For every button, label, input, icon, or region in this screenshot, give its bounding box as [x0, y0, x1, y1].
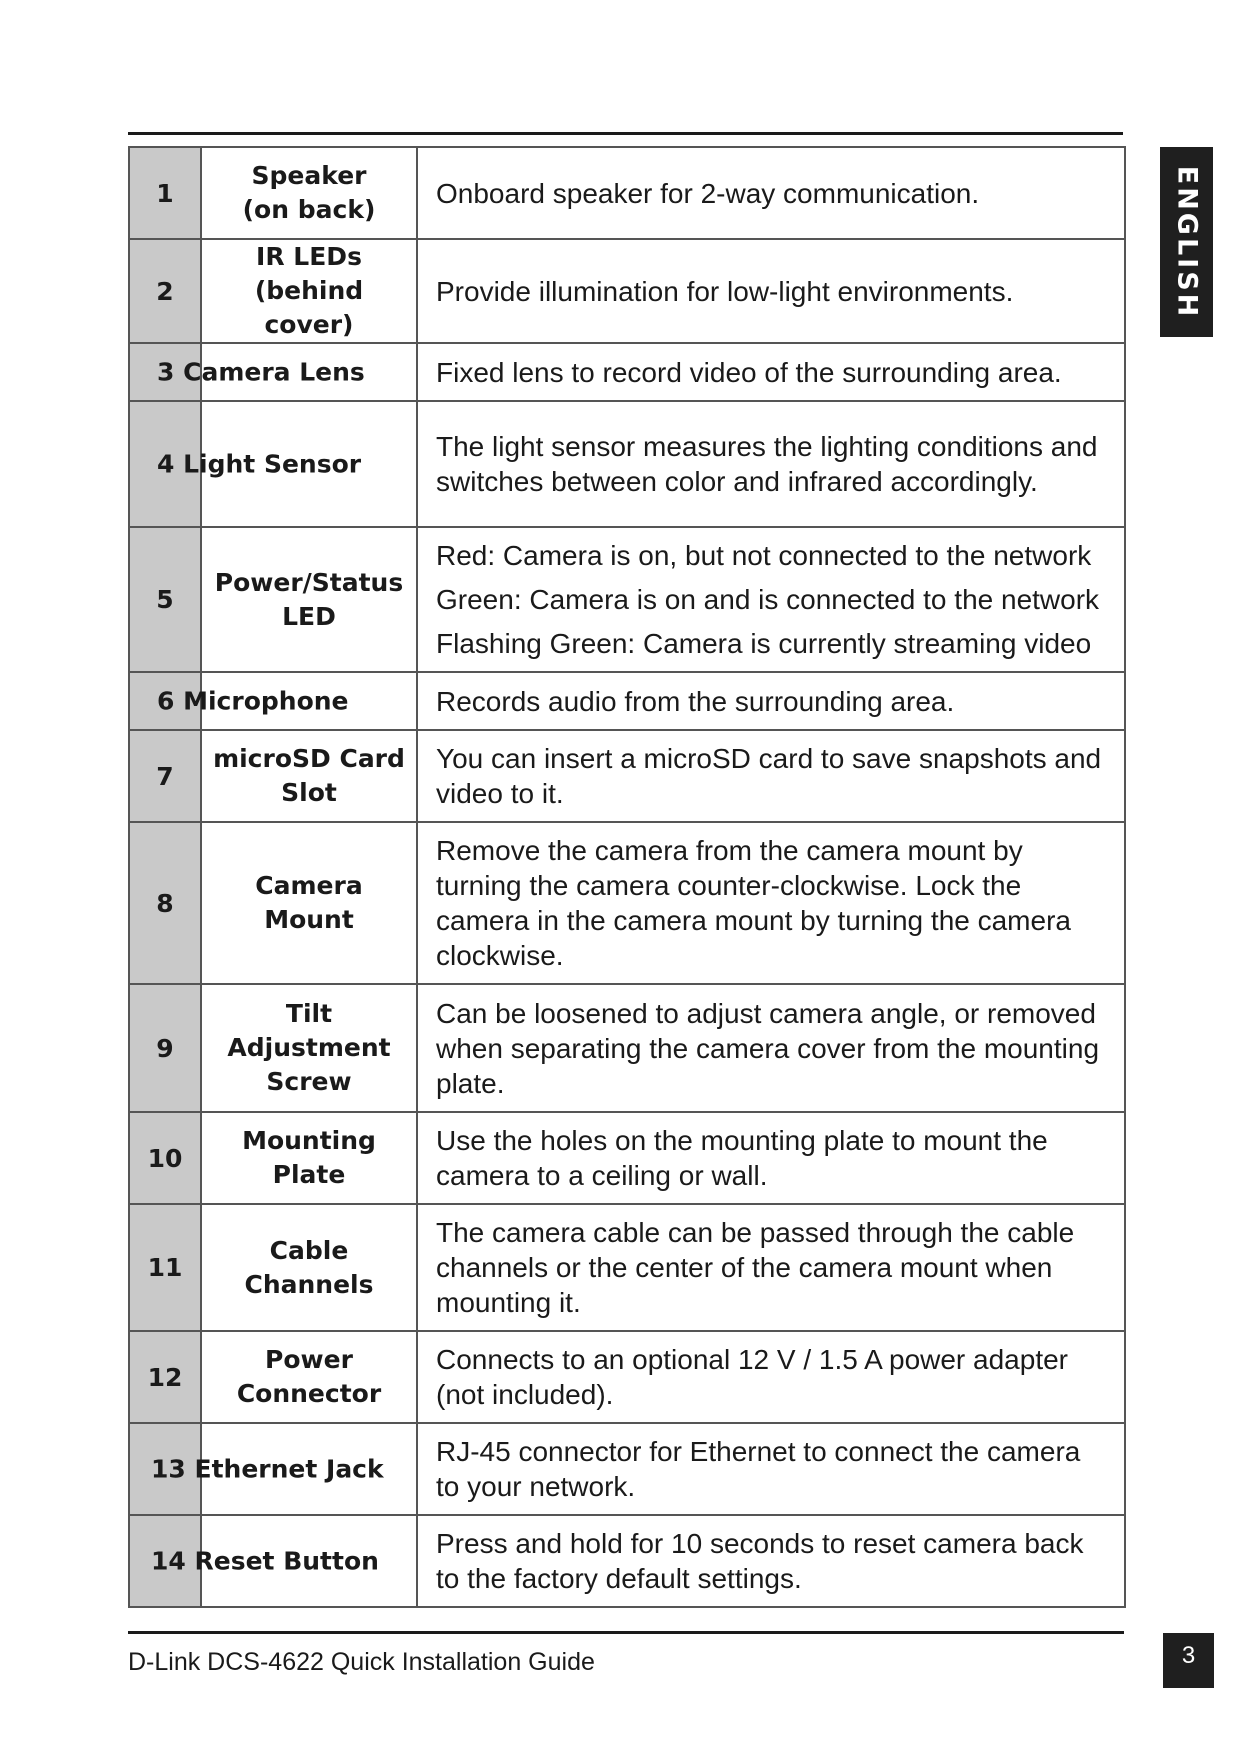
- row-number: 10: [129, 1112, 201, 1204]
- part-description: [417, 1515, 1125, 1607]
- part-name-line: Power: [265, 1345, 353, 1374]
- part-name-line: (on back): [242, 195, 376, 224]
- part-name-line: (behind cover): [254, 276, 364, 339]
- row-number-cell: [129, 1423, 384, 1515]
- row-number: 5: [129, 527, 201, 672]
- row-number: 9: [129, 984, 201, 1112]
- part-name-line: Mounting: [242, 1126, 376, 1155]
- part-name: [201, 239, 417, 343]
- table-row: [129, 984, 1125, 1112]
- part-name: [201, 984, 417, 1112]
- part-label: 6 Microphone: [157, 686, 349, 716]
- row-number: 2: [129, 239, 201, 343]
- part-name-line: microSD Card: [213, 744, 405, 773]
- row-number: 11: [129, 1204, 201, 1331]
- bottom-rule: [128, 1631, 1124, 1634]
- part-name-line: Cable: [269, 1235, 349, 1265]
- table-row: [129, 1331, 1125, 1423]
- part-name-line: Plate: [272, 1160, 346, 1189]
- part-label: 4 Light Sensor: [157, 449, 362, 479]
- description-text: Green: Camera is on and is connected to the network: [436, 584, 1100, 615]
- part-name-line: Screw: [266, 1067, 352, 1096]
- part-name-line: Mount: [264, 905, 354, 934]
- description-text: Flashing Green: Camera is currently streaming video: [436, 628, 1092, 659]
- table-row: [129, 527, 1125, 672]
- part-description: [417, 1204, 1125, 1331]
- row-number-cell: [129, 1515, 379, 1607]
- row-number: 12: [129, 1331, 201, 1423]
- table-row: [129, 147, 1125, 239]
- part-description: [417, 1423, 1125, 1515]
- table-row: [129, 343, 1125, 401]
- part-name: [201, 1331, 417, 1423]
- row-number-cell: [129, 672, 349, 730]
- row-number: 8: [129, 822, 201, 984]
- description-text: Records audio from the surrounding area.: [436, 685, 955, 717]
- top-rule: [128, 132, 1123, 135]
- row-number-cell: [129, 343, 365, 401]
- part-name-line: IR LEDs: [256, 242, 362, 271]
- table-row: [129, 1112, 1125, 1204]
- description-text: Connects to an optional 12 V / 1.5 A power adapter (not included).: [436, 1344, 1068, 1410]
- part-name-line: Slot: [281, 778, 337, 807]
- description-text: Press and hold for 10 seconds to reset camera back to the factory default settings.: [436, 1528, 1084, 1594]
- part-description: [417, 527, 1125, 672]
- part-name: [201, 527, 417, 672]
- table-row: [129, 401, 1125, 527]
- part-description: [417, 984, 1125, 1112]
- language-tab-label: ENGLISH: [1171, 165, 1202, 319]
- parts-table: [128, 146, 1126, 1608]
- description-text: RJ-45 connector for Ethernet to connect the camera to your network.: [436, 1436, 1081, 1502]
- description-text: Can be loosened to adjust camera angle, or removed when separating the camera cover from the mounting plate.: [436, 997, 1100, 1099]
- part-name: [201, 822, 417, 984]
- part-description: [417, 343, 1125, 401]
- description-text: The light sensor measures the lighting conditions and switches between color and infrared accordingly.: [436, 431, 1098, 497]
- table-row: [129, 1204, 1125, 1331]
- part-description: [417, 1331, 1125, 1423]
- part-name-line: LED: [282, 601, 336, 631]
- description-text: Provide illumination for low-light environments.: [436, 275, 1014, 307]
- part-name-line: Camera: [255, 871, 363, 900]
- footer-title: D-Link DCS-4622 Quick Installation Guide: [128, 1648, 595, 1676]
- row-number: 7: [129, 730, 201, 822]
- part-name-line: Connector: [236, 1379, 382, 1408]
- part-label: 13 Ethernet Jack: [151, 1454, 384, 1484]
- part-description: [417, 672, 1125, 730]
- description-text: Onboard speaker for 2-way communication.: [436, 177, 980, 209]
- part-name: [201, 1112, 417, 1204]
- table-row: [129, 822, 1125, 984]
- language-tab: [1160, 147, 1213, 337]
- part-label: 3 Camera Lens: [157, 357, 365, 387]
- part-description: [417, 401, 1125, 527]
- description-text: Red: Camera is on, but not connected to the network: [436, 540, 1092, 571]
- part-name: [201, 147, 417, 239]
- part-name-line: Adjustment: [227, 1033, 391, 1062]
- part-description: [417, 730, 1125, 822]
- part-description: [417, 1112, 1125, 1204]
- part-name: [201, 730, 417, 822]
- table-row: [129, 672, 1125, 730]
- part-description: [417, 239, 1125, 343]
- part-name-line: Channels: [244, 1269, 374, 1299]
- part-name-line: Tilt: [285, 999, 333, 1028]
- description-text: Remove the camera from the camera mount by turning the camera counter-clockwise. Lock the camera in the camera mount by turning the camera clockwise.: [436, 835, 1071, 971]
- row-number-cell: [129, 401, 362, 527]
- page-number: 3: [1163, 1633, 1214, 1688]
- part-description: [417, 822, 1125, 984]
- part-label: 14 Reset Button: [151, 1546, 379, 1576]
- description-text: Fixed lens to record video of the surrounding area.: [436, 356, 1062, 388]
- part-name-line: Speaker: [251, 161, 367, 190]
- part-name-line: Power/Status: [214, 567, 404, 597]
- part-name: [201, 1204, 417, 1331]
- table-row: [129, 1423, 1125, 1515]
- description-text: You can insert a microSD card to save snapshots and video to it.: [436, 743, 1102, 809]
- table-row: [129, 730, 1125, 822]
- description-text: The camera cable can be passed through the cable channels or the center of the camera mount when mounting it.: [436, 1217, 1075, 1318]
- description-text: Use the holes on the mounting plate to mount the camera to a ceiling or wall.: [436, 1125, 1048, 1191]
- table-row: [129, 1515, 1125, 1607]
- part-description: [417, 147, 1125, 239]
- table-row: [129, 239, 1125, 343]
- row-number: 1: [129, 147, 201, 239]
